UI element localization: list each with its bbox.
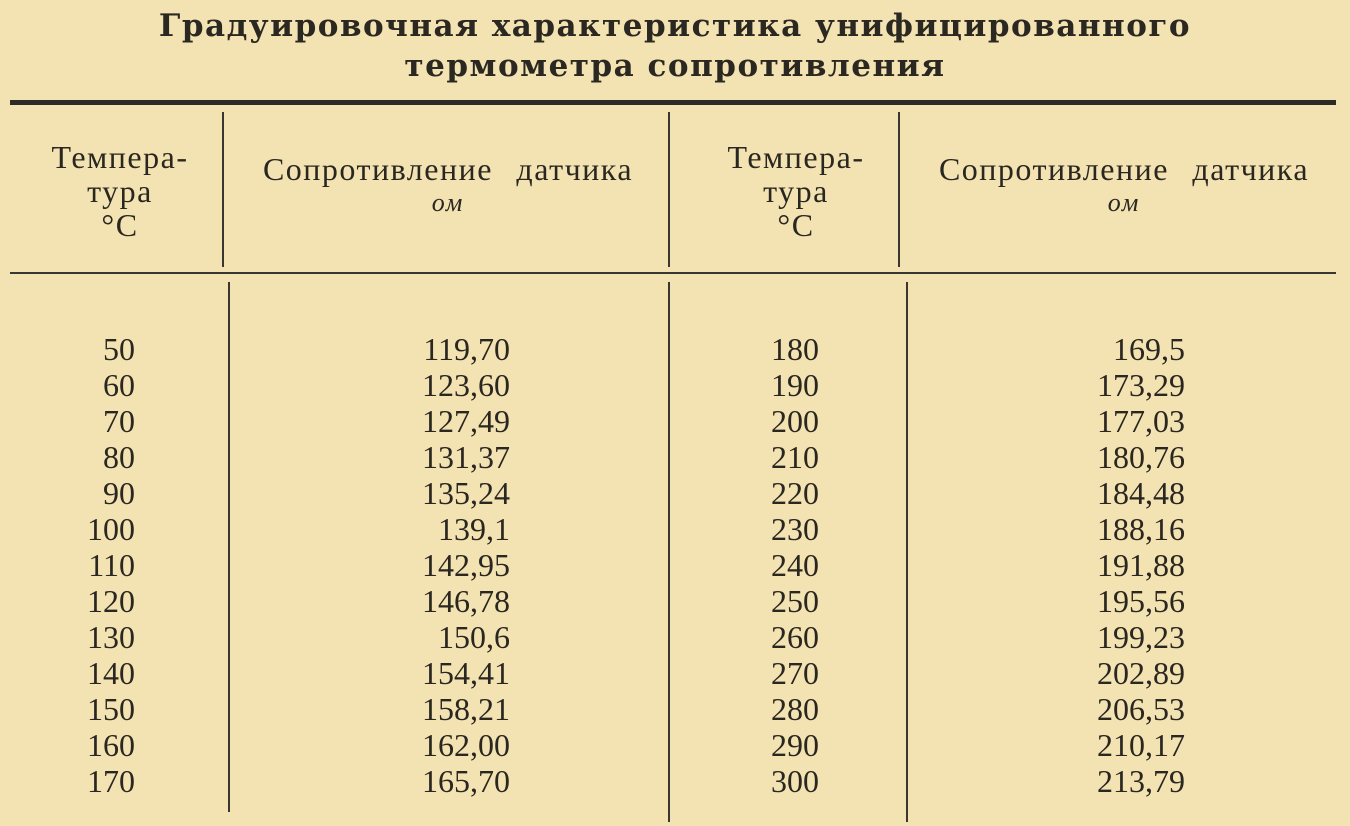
- resistance-cell: 165,70: [422, 763, 510, 799]
- column-divider-2-body: [668, 282, 670, 822]
- resistance-cell: 210,17: [1097, 727, 1185, 763]
- header-temp-line1: Темпера-: [51, 139, 189, 175]
- table-title: [0, 6, 1350, 86]
- temperature-cell: 250: [771, 583, 819, 619]
- resistance-cell: 127,49: [422, 403, 510, 439]
- resistance-cell: 131,37: [422, 439, 510, 475]
- resistance-cell: 135,24: [422, 475, 510, 511]
- header-resistance-unit: ом: [1107, 188, 1141, 217]
- header-temp-unit: °С: [777, 207, 815, 243]
- temperature-cell: 270: [771, 655, 819, 691]
- resistance-cell: 162,00: [422, 727, 510, 763]
- header-temp-line2: тура: [763, 173, 829, 209]
- temperature-cell: 140: [87, 655, 135, 691]
- column-divider-1: [222, 112, 224, 267]
- resistance-cell: 169,5: [1113, 331, 1185, 367]
- temperature-cell: 50: [103, 331, 135, 367]
- temperature-cell: 150: [87, 691, 135, 727]
- temperature-cell: 60: [103, 367, 135, 403]
- resistance-cell: 150,6: [438, 619, 510, 655]
- resistance-cell: 177,03: [1097, 403, 1185, 439]
- top-rule: [10, 100, 1336, 105]
- header-resistance-left: [226, 152, 670, 220]
- resistance-cell: 123,60: [422, 367, 510, 403]
- column-left-resistance: [380, 331, 510, 799]
- temperature-cell: 230: [771, 511, 819, 547]
- resistance-cell: 154,41: [422, 655, 510, 691]
- temperature-cell: 300: [771, 763, 819, 799]
- temperature-cell: 120: [87, 583, 135, 619]
- header-resistance-right: [906, 152, 1342, 220]
- resistance-cell: 173,29: [1097, 367, 1185, 403]
- column-right-resistance: [1050, 331, 1185, 799]
- resistance-cell: 119,70: [423, 331, 510, 367]
- header-rule: [10, 272, 1336, 274]
- resistance-cell: 142,95: [422, 547, 510, 583]
- temperature-cell: 290: [771, 727, 819, 763]
- temperature-cell: 190: [771, 367, 819, 403]
- header-temp-unit: °С: [101, 207, 139, 243]
- temperature-cell: 70: [103, 403, 135, 439]
- header-temp-left: [30, 140, 210, 242]
- resistance-cell: 188,16: [1097, 511, 1185, 547]
- header-temp-right: [706, 140, 886, 242]
- resistance-cell: 202,89: [1097, 655, 1185, 691]
- title-line-2: термометра сопротивления: [404, 48, 946, 84]
- temperature-cell: 100: [87, 511, 135, 547]
- column-right-temperature: [740, 331, 850, 799]
- header-resistance-unit: ом: [431, 188, 465, 217]
- temperature-cell: 210: [771, 439, 819, 475]
- resistance-cell: 184,48: [1097, 475, 1185, 511]
- temperature-cell: 130: [87, 619, 135, 655]
- resistance-cell: 206,53: [1097, 691, 1185, 727]
- temperature-cell: 80: [103, 439, 135, 475]
- temperature-cell: 160: [87, 727, 135, 763]
- temperature-cell: 90: [103, 475, 135, 511]
- resistance-cell: 158,21: [422, 691, 510, 727]
- header-temp-line2: тура: [87, 173, 153, 209]
- temperature-cell: 240: [771, 547, 819, 583]
- header-resistance-label: Сопротивление датчика: [938, 151, 1310, 187]
- title-line-1: Градуировочная характеристика унифицированного: [158, 8, 1192, 44]
- column-divider-3-body: [906, 282, 908, 822]
- resistance-cell: 191,88: [1097, 547, 1185, 583]
- temperature-cell: 260: [771, 619, 819, 655]
- resistance-cell: 199,23: [1097, 619, 1185, 655]
- resistance-cell: 139,1: [438, 511, 510, 547]
- header-temp-line1: Темпера-: [727, 139, 865, 175]
- temperature-cell: 280: [771, 691, 819, 727]
- temperature-cell: 180: [771, 331, 819, 367]
- resistance-cell: 195,56: [1097, 583, 1185, 619]
- resistance-cell: 213,79: [1097, 763, 1185, 799]
- column-left-temperature: [60, 331, 135, 799]
- header-resistance-label: Сопротивление датчика: [262, 151, 634, 187]
- column-divider-3: [898, 112, 900, 267]
- column-divider-2: [668, 112, 670, 267]
- resistance-cell: 180,76: [1097, 439, 1185, 475]
- column-divider-1-body: [228, 282, 230, 812]
- temperature-cell: 200: [771, 403, 819, 439]
- temperature-cell: 170: [87, 763, 135, 799]
- temperature-cell: 110: [88, 547, 135, 583]
- temperature-cell: 220: [771, 475, 819, 511]
- resistance-cell: 146,78: [422, 583, 510, 619]
